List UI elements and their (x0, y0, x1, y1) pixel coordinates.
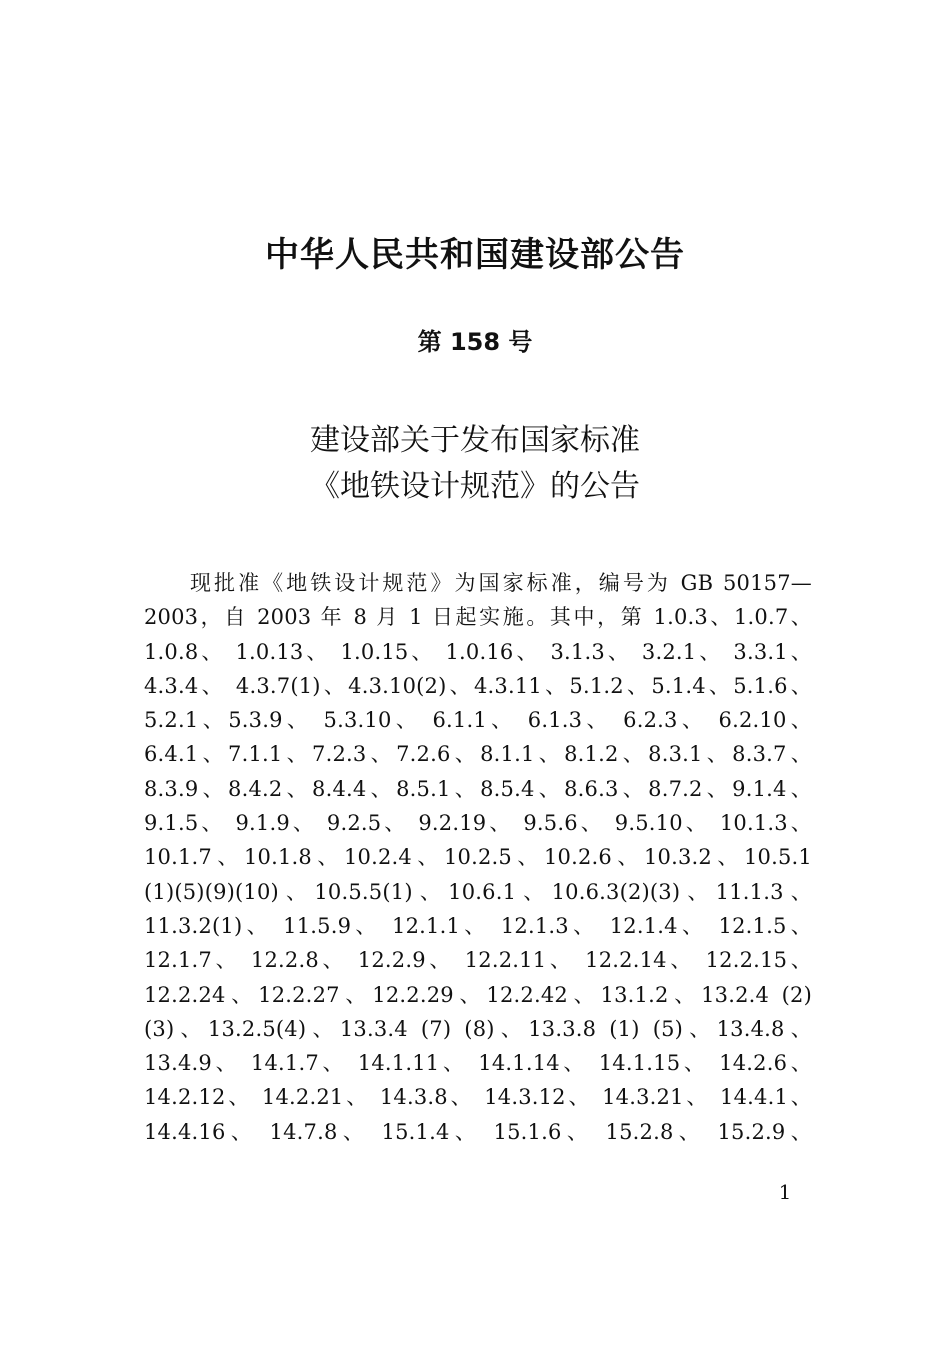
body-line: 11.3.2(1)、 11.5.9、 12.1.1、 12.1.3、 12.1.4、 12.1.5、 (144, 913, 812, 938)
body-line: 13.4.9、 14.1.7、 14.1.11、 14.1.14、 14.1.15、 14.2.6、 (144, 1051, 812, 1076)
subtitle-line-2: 《地铁设计规范》的公告 (310, 469, 640, 504)
body-line: 12.2.24、12.2.27、12.2.29、12.2.42、13.1.2、13.2.4 (2) (144, 982, 812, 1007)
body-line: 4.3.4、 4.3.7(1)、4.3.10(2)、4.3.11、5.1.2、5.1.4、5.1.6、 (144, 673, 812, 698)
subtitle-line-1: 建设部关于发布国家标准 (310, 423, 640, 458)
body-line: 14.2.12、 14.2.21、 14.3.8、 14.3.12、 14.3.21、 14.4.1、 (144, 1085, 812, 1110)
body-line: 现批准《地铁设计规范》为国家标准，编号为 GB 50157— (190, 571, 812, 595)
body-line: 2003，自 2003 年 8 月 1 日起实施。其中，第 1.0.3、1.0.7、 (144, 605, 812, 630)
announcement-subtitle (0, 418, 950, 510)
body-line: 6.4.1、7.1.1、7.2.3、7.2.6、8.1.1、8.1.2、8.3.1、8.3.7、 (144, 742, 812, 767)
body-line: (3)、13.2.5(4)、13.3.4 (7) (8)、13.3.8 (1) (5)、13.4.8、 (144, 1016, 812, 1041)
body-line: 10.1.7、10.1.8、10.2.4、10.2.5、10.2.6、10.3.2、10.5.1 (144, 845, 812, 870)
body-paragraph (144, 566, 812, 1149)
body-line: (1)(5)(9)(10)、10.5.5(1)、10.6.1、10.6.3(2)(3)、11.1.3、 (144, 879, 812, 904)
page-number: 1 (778, 1180, 792, 1204)
body-line: 9.1.5、 9.1.9、 9.2.5、 9.2.19、 9.5.6、 9.5.10、 10.1.3、 (144, 811, 812, 836)
body-line: 14.4.16、 14.7.8、 15.1.4、 15.1.6、 15.2.8、 15.2.9、 (144, 1119, 812, 1144)
announcement-number: 第 158 号 (417, 328, 533, 356)
body-line: 8.3.9、8.4.2、8.4.4、8.5.1、8.5.4、8.6.3、8.7.2、9.1.4、 (144, 776, 812, 801)
body-line: 1.0.8、 1.0.13、 1.0.15、 1.0.16、 3.1.3、 3.2.1、 3.3.1、 (144, 639, 812, 664)
page-title: 中华人民共和国建设部公告 (265, 235, 685, 275)
body-line: 12.1.7、 12.2.8、 12.2.9、 12.2.11、 12.2.14、 12.2.15、 (144, 948, 812, 973)
body-line: 5.2.1、5.3.9、 5.3.10、 6.1.1、 6.1.3、 6.2.3、 6.2.10、 (144, 708, 812, 733)
